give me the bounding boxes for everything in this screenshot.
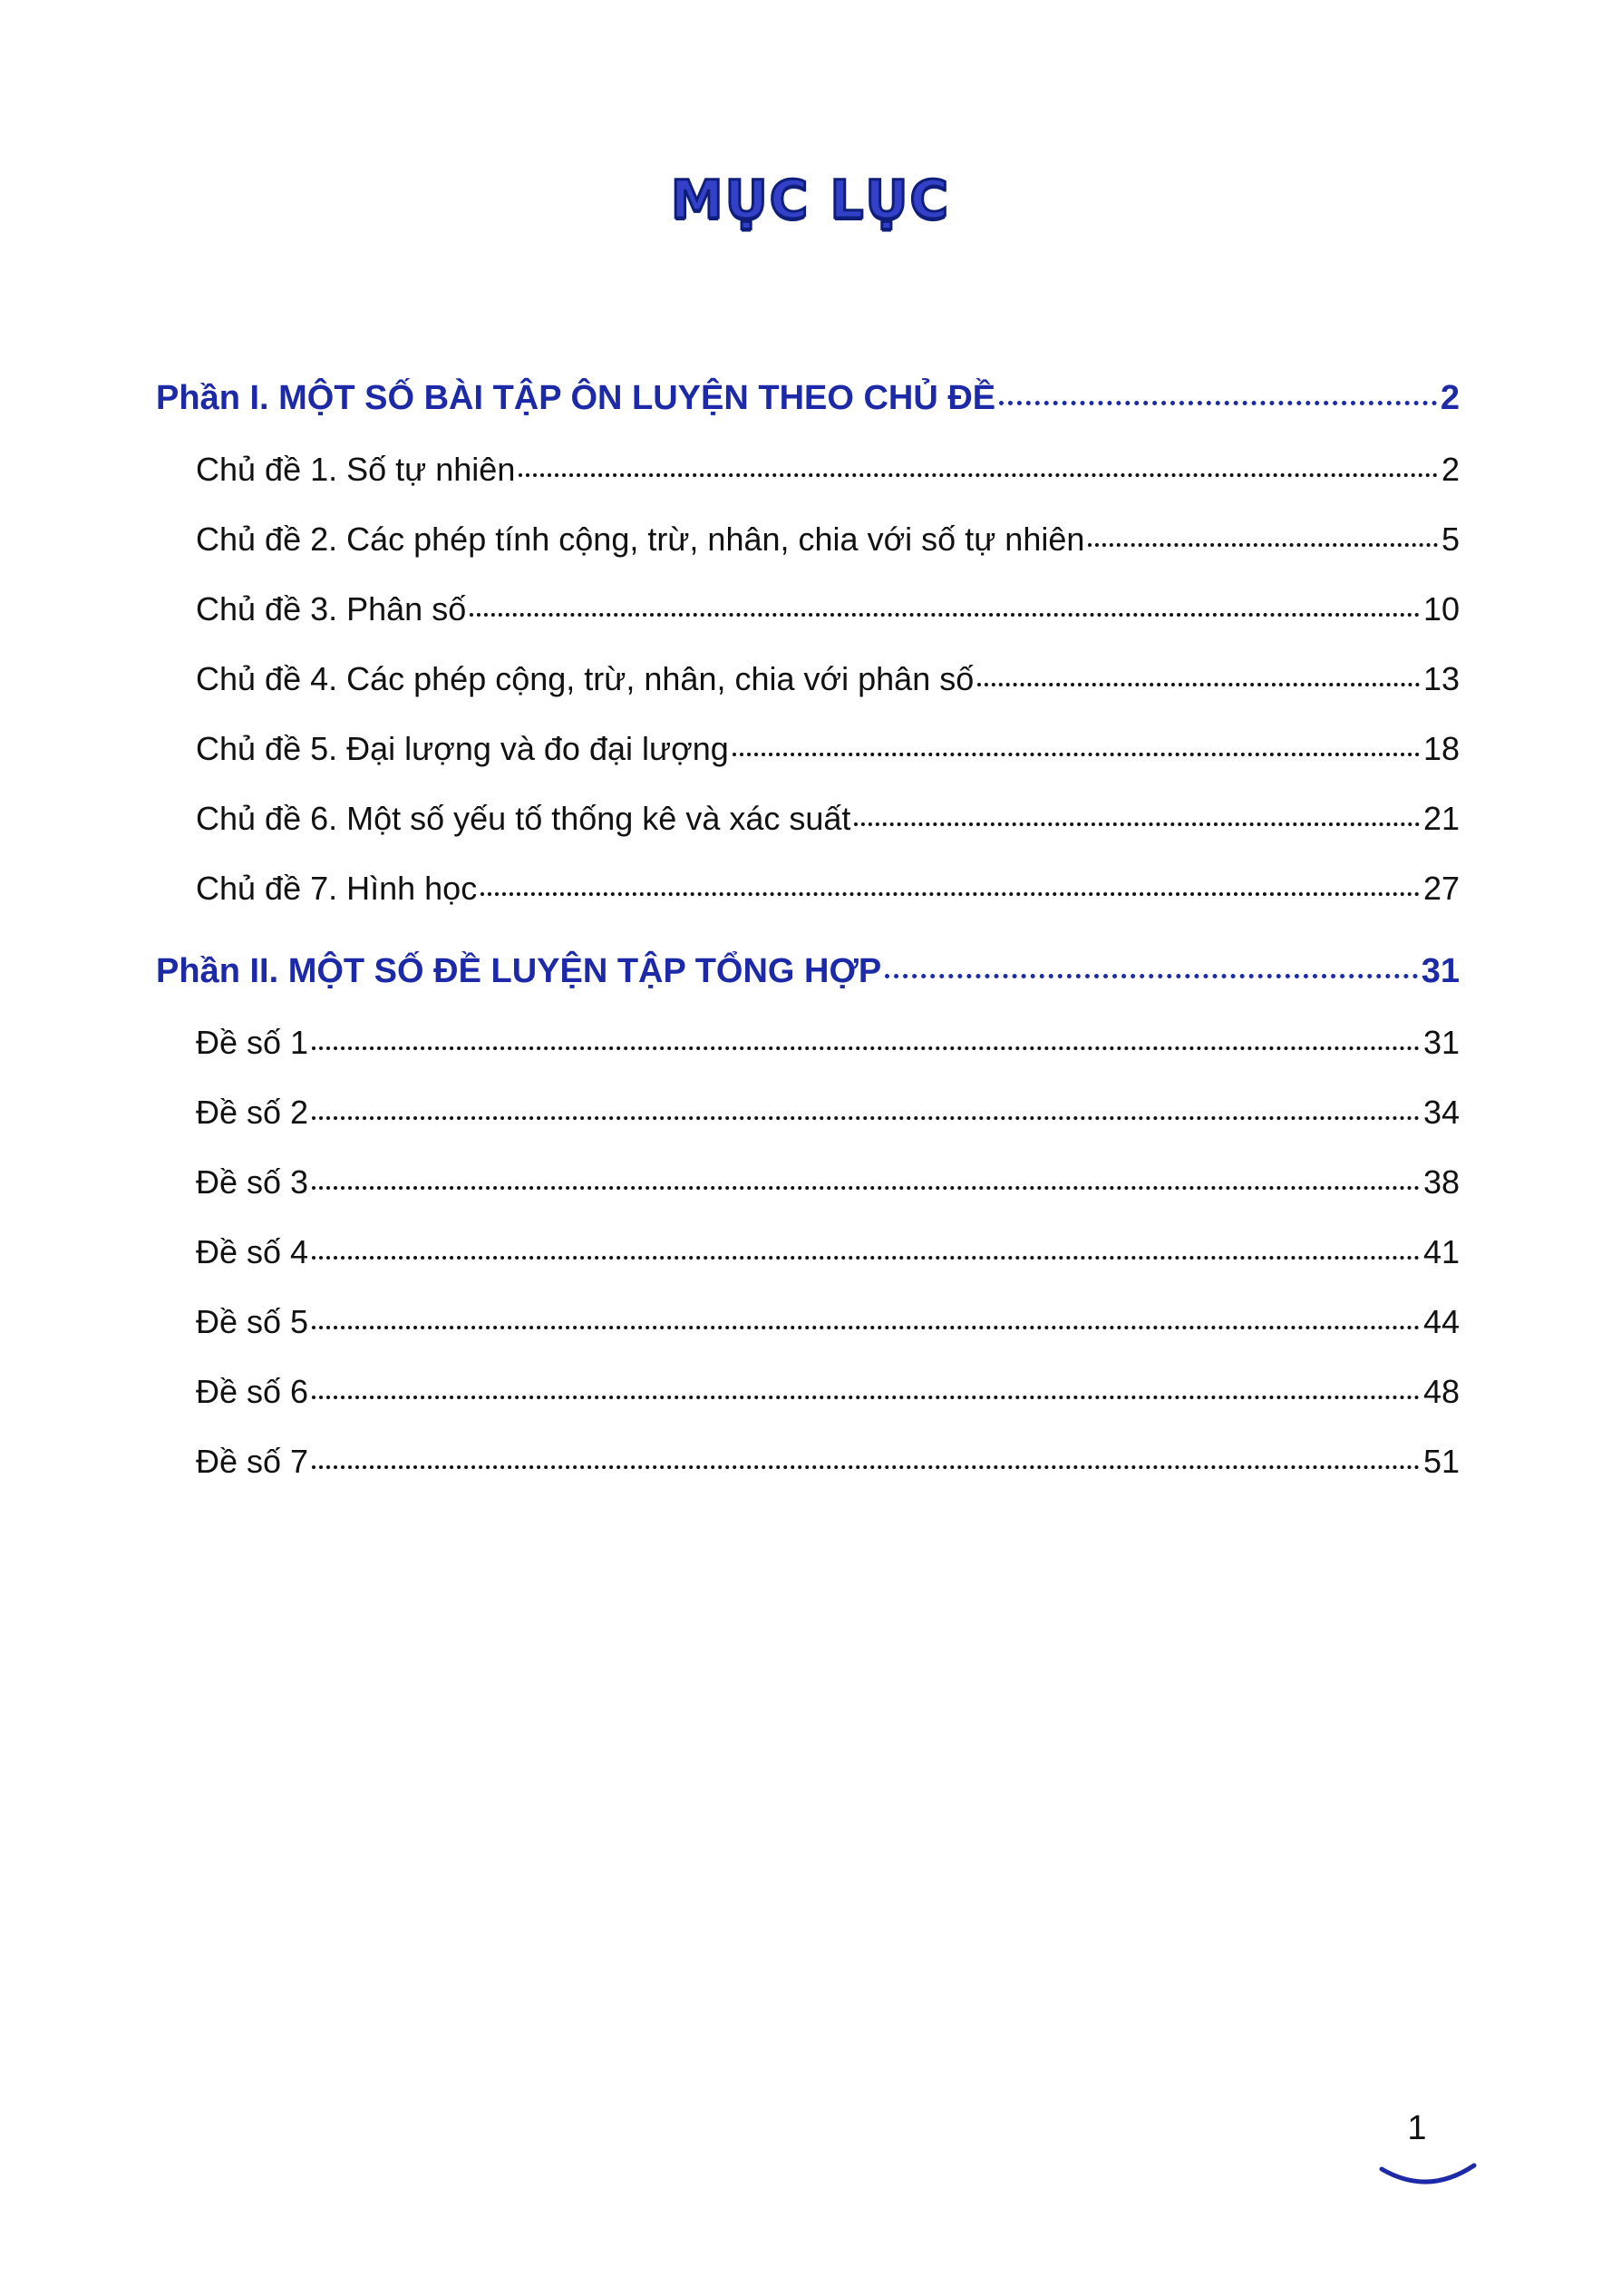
toc-item xyxy=(156,644,1460,714)
toc-item xyxy=(156,434,1460,504)
toc-item-label: Đề số 7 xyxy=(196,1443,309,1480)
toc-item-label: Chủ đề 1. Số tự nhiên xyxy=(196,451,516,488)
toc-item xyxy=(156,783,1460,853)
toc-page-number: 27 xyxy=(1422,870,1460,907)
toc-leader-dots xyxy=(312,1186,1420,1190)
toc-page-number: 41 xyxy=(1422,1233,1460,1270)
toc-part-label: Phần I. MỘT SỐ BÀI TẬP ÔN LUYỆN THEO CHỦ ĐỀ xyxy=(156,379,996,417)
toc-page-number: 5 xyxy=(1441,520,1460,558)
toc-leader-dots xyxy=(312,1396,1420,1399)
toc-page-number: 48 xyxy=(1422,1373,1460,1410)
toc-page-number: 34 xyxy=(1422,1094,1460,1131)
toc-item-label: Chủ đề 3. Phân số xyxy=(196,590,467,628)
toc-item xyxy=(156,574,1460,644)
page-title: MỤC LỤC xyxy=(670,169,951,230)
toc-item xyxy=(156,1077,1460,1147)
toc-leader-dots xyxy=(1088,543,1438,547)
toc-item-label: Đề số 6 xyxy=(196,1373,309,1410)
toc-leader-dots xyxy=(312,1046,1420,1050)
toc-item-label: Đề số 3 xyxy=(196,1163,309,1201)
toc-page-number: 31 xyxy=(1421,952,1460,990)
toc-item-label: Đề số 4 xyxy=(196,1233,309,1270)
toc-leader-dots xyxy=(312,1465,1420,1469)
toc-item xyxy=(156,504,1460,574)
toc-part-label: Phần II. MỘT SỐ ĐỀ LUYỆN TẬP TỔNG HỢP xyxy=(156,952,882,990)
toc-leader-dots xyxy=(999,401,1437,405)
toc-leader-dots xyxy=(519,473,1438,477)
toc-item xyxy=(156,1426,1460,1496)
toc-page-number: 21 xyxy=(1422,800,1460,837)
toc-item xyxy=(156,1287,1460,1357)
toc-item-label: Chủ đề 6. Một số yếu tố thống kê và xác suất xyxy=(196,800,851,837)
toc-page-number: 2 xyxy=(1440,379,1460,417)
toc-item-label: Chủ đề 2. Các phép tính cộng, trừ, nhân, chia với số tự nhiên xyxy=(196,520,1085,558)
toc-item-label: Chủ đề 7. Hình học xyxy=(196,870,478,907)
toc-page-number: 38 xyxy=(1422,1163,1460,1201)
toc-leader-dots xyxy=(312,1326,1420,1329)
page-number-arc xyxy=(1378,2160,1478,2193)
toc-leader-dots xyxy=(733,753,1420,756)
toc-item-label: Đề số 2 xyxy=(196,1094,309,1131)
toc-part-2 xyxy=(156,936,1460,1007)
toc-page-number: 18 xyxy=(1422,730,1460,767)
toc-page-number: 2 xyxy=(1441,451,1460,488)
toc-item xyxy=(156,1147,1460,1217)
toc-part-1 xyxy=(156,363,1460,434)
toc-item xyxy=(156,714,1460,783)
toc-item-label: Chủ đề 4. Các phép cộng, trừ, nhân, chia với phân số xyxy=(196,660,975,697)
table-of-contents xyxy=(156,363,1460,1496)
page-number: 1 xyxy=(1407,2109,1427,2147)
toc-leader-dots xyxy=(470,613,1420,617)
toc-leader-dots xyxy=(977,683,1420,686)
toc-item-label: Đề số 1 xyxy=(196,1024,309,1061)
toc-page-number: 10 xyxy=(1422,590,1460,628)
toc-leader-dots xyxy=(312,1116,1420,1120)
toc-leader-dots xyxy=(480,892,1420,896)
toc-item-label: Đề số 5 xyxy=(196,1303,309,1340)
toc-item xyxy=(156,1007,1460,1077)
toc-leader-dots xyxy=(854,822,1420,826)
toc-leader-dots xyxy=(885,974,1417,978)
toc-item xyxy=(156,1357,1460,1426)
toc-page-number: 44 xyxy=(1422,1303,1460,1340)
toc-page-number: 13 xyxy=(1422,660,1460,697)
toc-item-label: Chủ đề 5. Đại lượng và đo đại lượng xyxy=(196,730,729,767)
toc-item xyxy=(156,853,1460,923)
toc-leader-dots xyxy=(312,1256,1420,1260)
toc-page-number: 31 xyxy=(1422,1024,1460,1061)
toc-item xyxy=(156,1217,1460,1287)
toc-page-number: 51 xyxy=(1422,1443,1460,1480)
